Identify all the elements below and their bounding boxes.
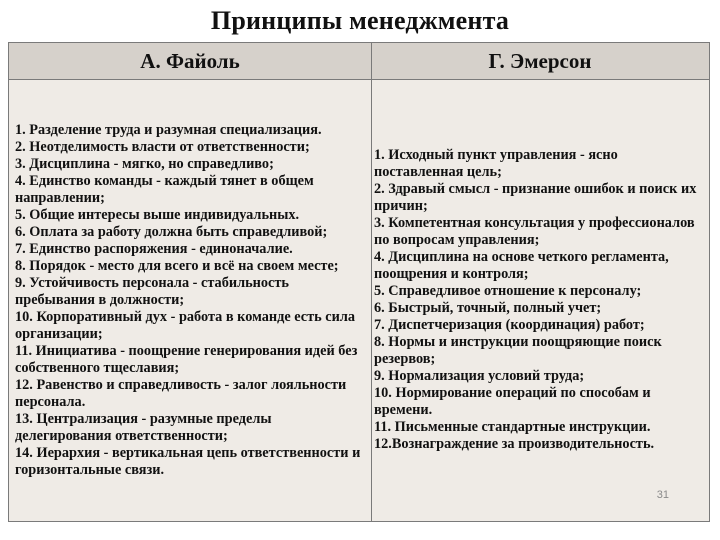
list-item: 4. Дисциплина на основе четкого регламента, поощрения и контроля; <box>374 249 669 282</box>
list-item: 2. Здравый смысл - признание ошибок и поиск их причин; <box>374 181 697 214</box>
list-item: 3. Компетентная консультация у профессионалов по вопросам управления; <box>374 215 695 248</box>
list-item: 6. Оплата за работу должна быть справедливой; <box>15 223 328 240</box>
list-item: 12. Равенство и справедливость - залог лояльности персонала. <box>15 376 347 410</box>
list-item: 11. Инициатива - поощрение генерирования идей без собственного тщеславия; <box>15 342 358 376</box>
list-item: 9. Нормализация условий труда; <box>374 368 585 384</box>
list-item: 9. Устойчивость персонала - стабильность пребывания в должности; <box>15 274 289 308</box>
emerson-principles-cell <box>372 79 710 521</box>
emerson-principles-list <box>374 147 706 453</box>
header-emerson: Г. Эмерсон <box>488 49 592 73</box>
list-item: 1. Разделение труда и разумная специализация. <box>15 121 322 138</box>
list-item: 5. Общие интересы выше индивидуальных. <box>15 206 300 223</box>
list-item: 4. Единство команды - каждый тянет в общем направлении; <box>15 172 314 206</box>
list-item: 8. Порядок - место для всего и всё на своем месте; <box>15 257 339 274</box>
list-item: 7. Диспетчеризация (координация) работ; <box>374 317 645 333</box>
principles-table <box>8 42 710 522</box>
list-item: 8. Нормы и инструкции поощряющие поиск резервов; <box>374 334 662 367</box>
header-fayol: А. Файоль <box>140 49 240 73</box>
list-item: 3. Дисциплина - мягко, но справедливо; <box>15 155 274 172</box>
list-item: 6. Быстрый, точный, полный учет; <box>374 300 602 316</box>
list-item: 10. Нормирование операций по способам и времени. <box>374 385 651 418</box>
slide-title: Принципы менеджмента <box>210 6 510 35</box>
list-item: 2. Неотделимость власти от ответственности; <box>15 138 310 155</box>
list-item: 10. Корпоративный дух - работа в команде есть сила организации; <box>15 308 356 342</box>
list-item: 5. Справедливое отношение к персоналу; <box>374 283 642 299</box>
fayol-principles-cell <box>9 79 371 521</box>
fayol-principles-list <box>15 122 367 479</box>
list-item: 7. Единство распоряжения - единоначалие. <box>15 240 293 257</box>
list-item: 12.Вознаграждение за производительность. <box>374 436 655 452</box>
table-header-row <box>9 43 709 80</box>
list-item: 13. Централизация - разумные пределы делегирования ответственности; <box>15 410 272 444</box>
list-item: 1. Исходный пункт управления - ясно поставленная цель; <box>374 147 618 180</box>
list-item: 11. Письменные стандартные инструкции. <box>374 419 651 435</box>
page-number: 31 <box>656 489 669 501</box>
list-item: 14. Иерархия - вертикальная цепь ответственности и горизонтальные связи. <box>15 444 361 478</box>
